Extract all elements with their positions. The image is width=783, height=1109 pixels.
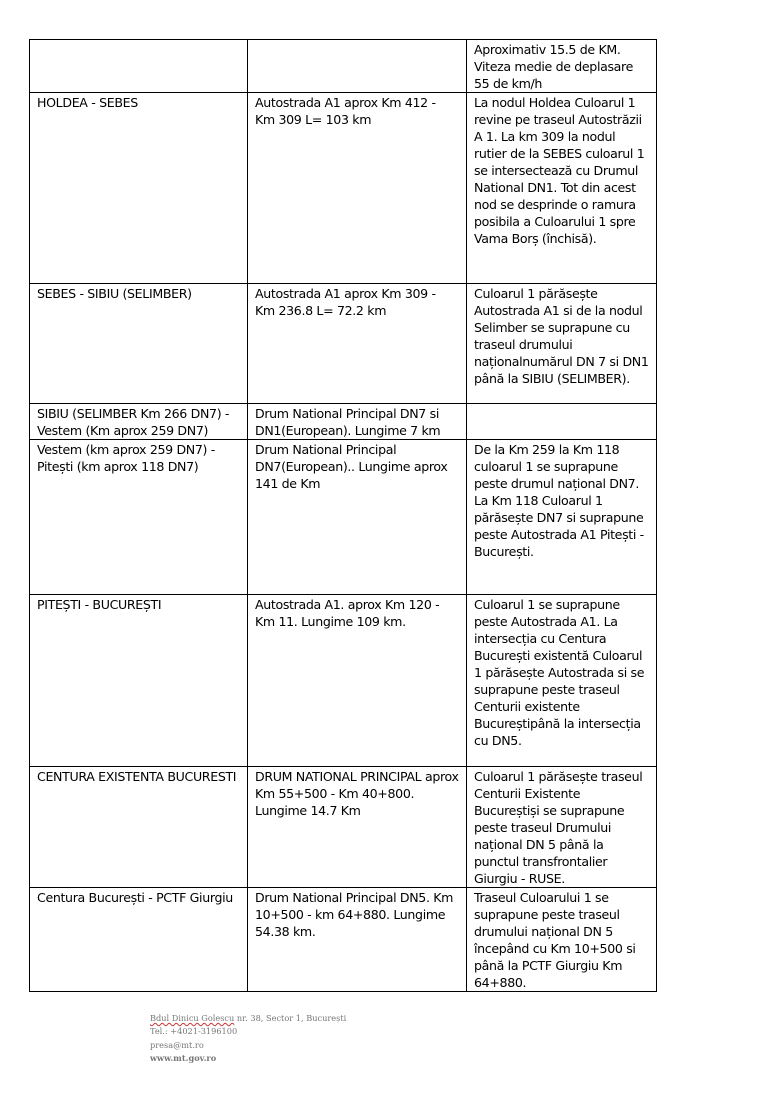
footer-address <box>150 1012 346 1025</box>
segment-cell: HOLDEA - SEBES <box>30 93 248 284</box>
table-row <box>30 93 657 284</box>
footer-website[interactable]: www.mt.gov.ro <box>150 1052 217 1063</box>
description-cell: La nodul Holdea Culoarul 1 revine pe traseul Autostrăzii A 1. La km 309 la nodul rutier de la SEBES culoarul 1 se intersectează cu Drumul National DN1. Tot din acest nod se desprinde o ramura posibila a Culoarului 1 spre Vama Borș (închisă). <box>467 93 657 284</box>
road-cell: Autostrada A1 aprox Km 412 - Km 309 L= 103 km <box>248 93 467 284</box>
table-row <box>30 595 657 767</box>
footer-street: Bdul Dinicu Golescu <box>150 1013 235 1023</box>
segment-cell: Centura București - PCTF Giurgiu <box>30 888 248 992</box>
segment-cell: SIBIU (SELIMBER Km 266 DN7) - Vestem (Km aprox 259 DN7) <box>30 404 248 440</box>
segment-cell <box>30 40 248 93</box>
road-cell <box>248 40 467 93</box>
road-cell: DRUM NATIONAL PRINCIPAL aprox Km 55+500 - Km 40+800. Lungime 14.7 Km <box>248 767 467 888</box>
description-cell: De la Km 259 la Km 118 culoarul 1 se suprapune peste drumul național DN7. La Km 118 Culoarul 1 părăsește DN7 si suprapune peste Autostrada A1 Pitești - București. <box>467 440 657 595</box>
page-footer <box>150 1012 346 1065</box>
segment-cell: SEBES - SIBIU (SELIMBER) <box>30 284 248 404</box>
description-cell: Culoarul 1 părăsește Autostrada A1 si de la nodul Selimber se suprapune cu traseul drumului naționalnumărul DN 7 si DN1 până la SIBIU (SELIMBER). <box>467 284 657 404</box>
description-cell: Culoarul 1 se suprapune peste Autostrada A1. La intersecția cu Centura București existentă Culoarul 1 părăsește Autostrada si se suprapune peste traseul Centurii existente Bucureștipână la intersecția cu DN5. <box>467 595 657 767</box>
table-row <box>30 40 657 93</box>
table-row <box>30 767 657 888</box>
road-cell: Autostrada A1 aprox Km 309 - Km 236.8 L= 72.2 km <box>248 284 467 404</box>
description-cell: Culoarul 1 părăsește traseul Centurii Existente Bucureștiși se suprapune peste traseul Drumului național DN 5 până la punctul transfrontalier Giurgiu - RUSE. <box>467 767 657 888</box>
footer-phone: Tel.: +4021-3196100 <box>150 1026 238 1037</box>
road-cell: Drum National Principal DN5. Km 10+500 - km 64+880. Lungime 54.38 km. <box>248 888 467 992</box>
route-table <box>29 39 657 992</box>
description-cell <box>467 404 657 440</box>
footer-email[interactable]: presa@mt.ro <box>150 1039 204 1050</box>
table-row <box>30 404 657 440</box>
road-cell: Drum National Principal DN7 si DN1(European). Lungime 7 km <box>248 404 467 440</box>
road-cell: Drum National Principal DN7(European).. Lungime aprox 141 de Km <box>248 440 467 595</box>
description-cell: Traseul Culoarului 1 se suprapune peste traseul drumului național DN 5 începând cu Km 10+500 si până la PCTF Giurgiu Km 64+880. <box>467 888 657 992</box>
table-row <box>30 888 657 992</box>
segment-cell: CENTURA EXISTENTA BUCURESTI <box>30 767 248 888</box>
table-row <box>30 440 657 595</box>
segment-cell: PITEȘTI - BUCUREȘTI <box>30 595 248 767</box>
description-cell: Aproximativ 15.5 de KM. Viteza medie de deplasare 55 de km/h <box>467 40 657 93</box>
segment-cell: Vestem (km aprox 259 DN7) - Pitești (km aprox 118 DN7) <box>30 440 248 595</box>
table-row <box>30 284 657 404</box>
road-cell: Autostrada A1. aprox Km 120 - Km 11. Lungime 109 km. <box>248 595 467 767</box>
footer-address-rest: nr. 38, Sector 1, București <box>234 1013 347 1023</box>
